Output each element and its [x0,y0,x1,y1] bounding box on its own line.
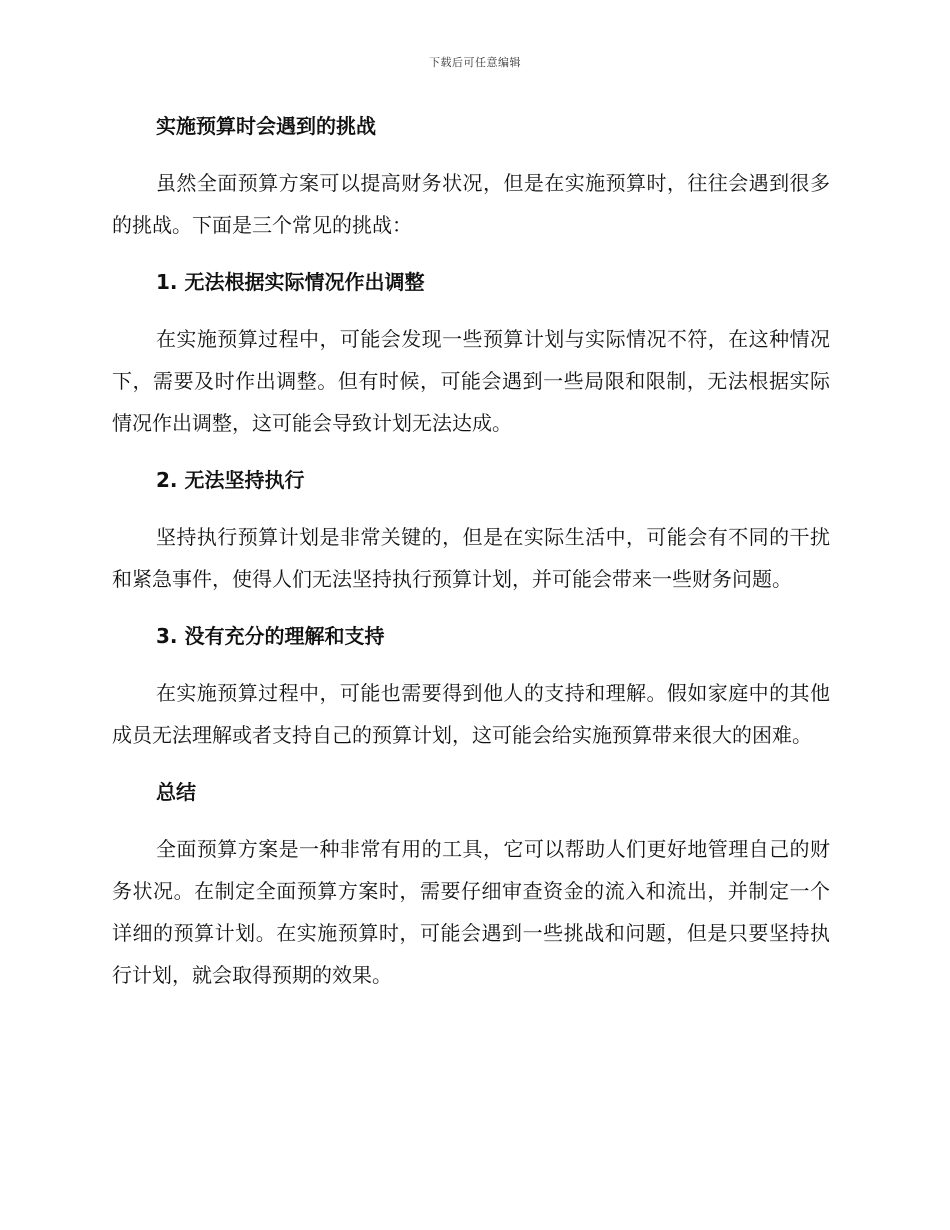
paragraph-item3: 在实施预算过程中，可能也需要得到他人的支持和理解。假如家庭中的其他成员无法理解或者支持自己的预算计划，这可能会给实施预算带来很大的困难。 [112,681,830,747]
section-title-summary: 总结 [156,780,196,804]
page-header: 下载后可任意编辑 [429,56,521,69]
section-title-item3: 3. 没有充分的理解和支持 [156,624,385,648]
section-title-item1: 1. 无法根据实际情况作出调整 [156,270,425,294]
paragraph-item2: 坚持执行预算计划是非常关键的，但是在实际生活中，可能会有不同的干扰和紧急事件，使得人们无法坚持执行预算计划，并可能会带来一些财务问题。 [112,525,830,591]
section-title-item2: 2. 无法坚持执行 [156,468,305,492]
document-body [112,110,830,996]
paragraph-item1: 在实施预算过程中，可能会发现一些预算计划与实际情况不符，在这种情况下，需要及时作出调整。但有时候，可能会遇到一些局限和限制，无法根据实际情况作出调整，这可能会导致计划无法达成。 [112,327,830,435]
paragraph-challenges-intro: 虽然全面预算方案可以提高财务状况，但是在实施预算时，往往会遇到很多的挑战。下面是三个常见的挑战： [112,171,830,237]
section-title-challenges: 实施预算时会遇到的挑战 [156,114,376,138]
paragraph-summary: 全面预算方案是一种非常有用的工具，它可以帮助人们更好地管理自己的财务状况。在制定全面预算方案时，需要仔细审查资金的流入和流出，并制定一个详细的预算计划。在实施预算时，可能会遇到一些挑战和问题，但是只要坚持执行计划，就会取得预期的效果。 [112,837,830,987]
